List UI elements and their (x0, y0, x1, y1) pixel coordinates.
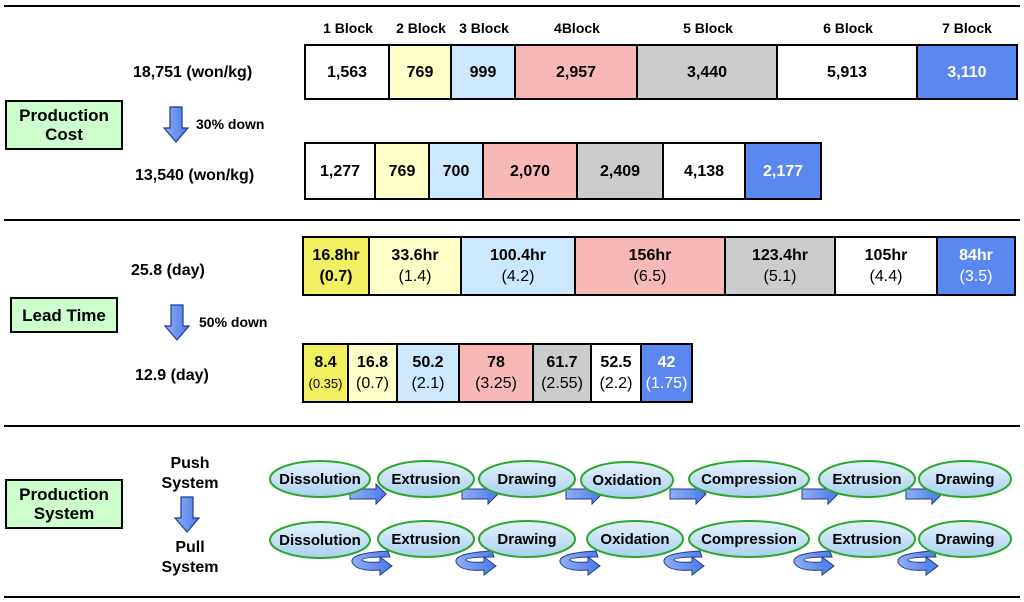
leadtime-after-block-1-hours: 8.4 (314, 354, 337, 371)
pull-step-4: Oxidation (600, 531, 670, 548)
leadtime-before-block-3-days: (4.2) (501, 268, 535, 285)
block-header-3: 3 Block (459, 20, 509, 36)
cost-before-block-6: 5,913 (778, 46, 918, 98)
block-header-5: 5 Block (683, 20, 733, 36)
production-cost-label: Production Cost (5, 100, 123, 150)
push-step-2: Extrusion (391, 471, 461, 488)
cost-before-block-5: 3,440 (638, 46, 778, 98)
leadtime-before-block-1-hours: 16.8hr (312, 247, 360, 264)
pull-step-7: Drawing (935, 531, 995, 548)
pull-step-3: Drawing (497, 531, 557, 548)
cost-after-block-3: 700 (430, 144, 484, 198)
cost-before-block-2: 769 (390, 46, 452, 98)
leadtime-before-block-4-hours: 156hr (628, 247, 672, 264)
push-step-6: Extrusion (832, 471, 902, 488)
leadtime-before-block-2-days: (1.4) (398, 268, 432, 285)
leadtime-before-block-6-hours: 105hr (864, 247, 908, 264)
leadtime-after-block-1-days: (0.35) (308, 376, 343, 391)
leadtime-after-block-5-hours: 61.7 (546, 354, 578, 371)
leadtime-after-block-7-days: (1.75) (645, 375, 688, 392)
leadtime-after-block-3-hours: 50.2 (412, 354, 444, 371)
cost-before-block-1: 1,563 (306, 46, 390, 98)
push-step-3: Drawing (497, 471, 557, 488)
push-step-4: Oxidation (592, 472, 662, 489)
leadtime-after-block-5-days: (2.55) (541, 375, 583, 392)
leadtime-after-total: 12.9 (day) (135, 367, 209, 384)
block-header-4: 4Block (554, 20, 600, 36)
cost-after-total: 13,540 (won/kg) (135, 167, 255, 184)
leadtime-after-block-6-hours: 52.5 (600, 354, 632, 371)
block-header-7: 7 Block (942, 20, 992, 36)
leadtime-before-block-7-days: (3.5) (959, 268, 993, 285)
leadtime-after-block-2-hours: 16.8 (356, 354, 389, 371)
push-step-5: Compression (701, 471, 797, 488)
push-system-label: Push System (161, 455, 219, 492)
leadtime-before-block-1-days: (0.7) (319, 268, 353, 285)
pull-step-1: Dissolution (279, 532, 361, 549)
cost-down-arrow-icon (164, 107, 188, 142)
system-down-arrow-icon (175, 497, 199, 532)
pull-step-2: Extrusion (391, 531, 461, 548)
cost-before-block-3: 999 (452, 46, 516, 98)
cost-after-block-1: 1,277 (306, 144, 376, 198)
cost-after-block-7: 2,177 (746, 144, 820, 198)
push-step-7: Drawing (935, 471, 995, 488)
cost-before-block-4: 2,957 (516, 46, 638, 98)
cost-after-block-5: 2,409 (578, 144, 664, 198)
block-header-1: 1 Block (323, 20, 373, 36)
pull-step-5: Compression (701, 531, 797, 548)
leadtime-before-block-2-hours: 33.6hr (391, 247, 439, 264)
leadtime-before-total: 25.8 (day) (131, 262, 205, 279)
leadtime-after-block-4-hours: 78 (487, 354, 505, 371)
push-step-1: Dissolution (279, 471, 361, 488)
block-header-6: 6 Block (823, 20, 873, 36)
pull-step-6: Extrusion (832, 531, 902, 548)
leadtime-before-block-5-hours: 123.4hr (751, 247, 809, 264)
cost-before-total: 18,751 (won/kg) (133, 64, 253, 81)
cost-after-block-2: 769 (376, 144, 430, 198)
leadtime-reduction-label: 50% down (199, 314, 268, 330)
leadtime-before-block-5-days: (5.1) (763, 268, 797, 285)
leadtime-before-block-7-hours: 84hr (959, 247, 993, 264)
leadtime-after-block-6-days: (2.2) (599, 375, 633, 392)
block-header-2: 2 Block (396, 20, 446, 36)
leadtime-after-block-7-hours: 42 (657, 354, 676, 371)
leadtime-before-block-3-hours: 100.4hr (489, 247, 547, 264)
leadtime-after-block-4-days: (3.25) (475, 375, 517, 392)
leadtime-after-block-3-days: (2.1) (411, 375, 445, 392)
cost-before-block-7: 3,110 (918, 46, 1016, 98)
cost-after-block-6: 4,138 (664, 144, 746, 198)
leadtime-before-block-6-days: (4.4) (869, 268, 903, 285)
cost-reduction-label: 30% down (196, 116, 265, 132)
leadtime-before-block-4-days: (6.5) (633, 268, 667, 285)
leadtime-after-block-2-days: (0.7) (356, 375, 389, 392)
production-system-label: Production System (5, 479, 123, 529)
cost-after-block-4: 2,070 (484, 144, 578, 198)
pull-system-label: Pull System (161, 539, 219, 576)
lead-time-label: Lead Time (10, 297, 118, 333)
leadtime-down-arrow-icon (165, 305, 189, 340)
